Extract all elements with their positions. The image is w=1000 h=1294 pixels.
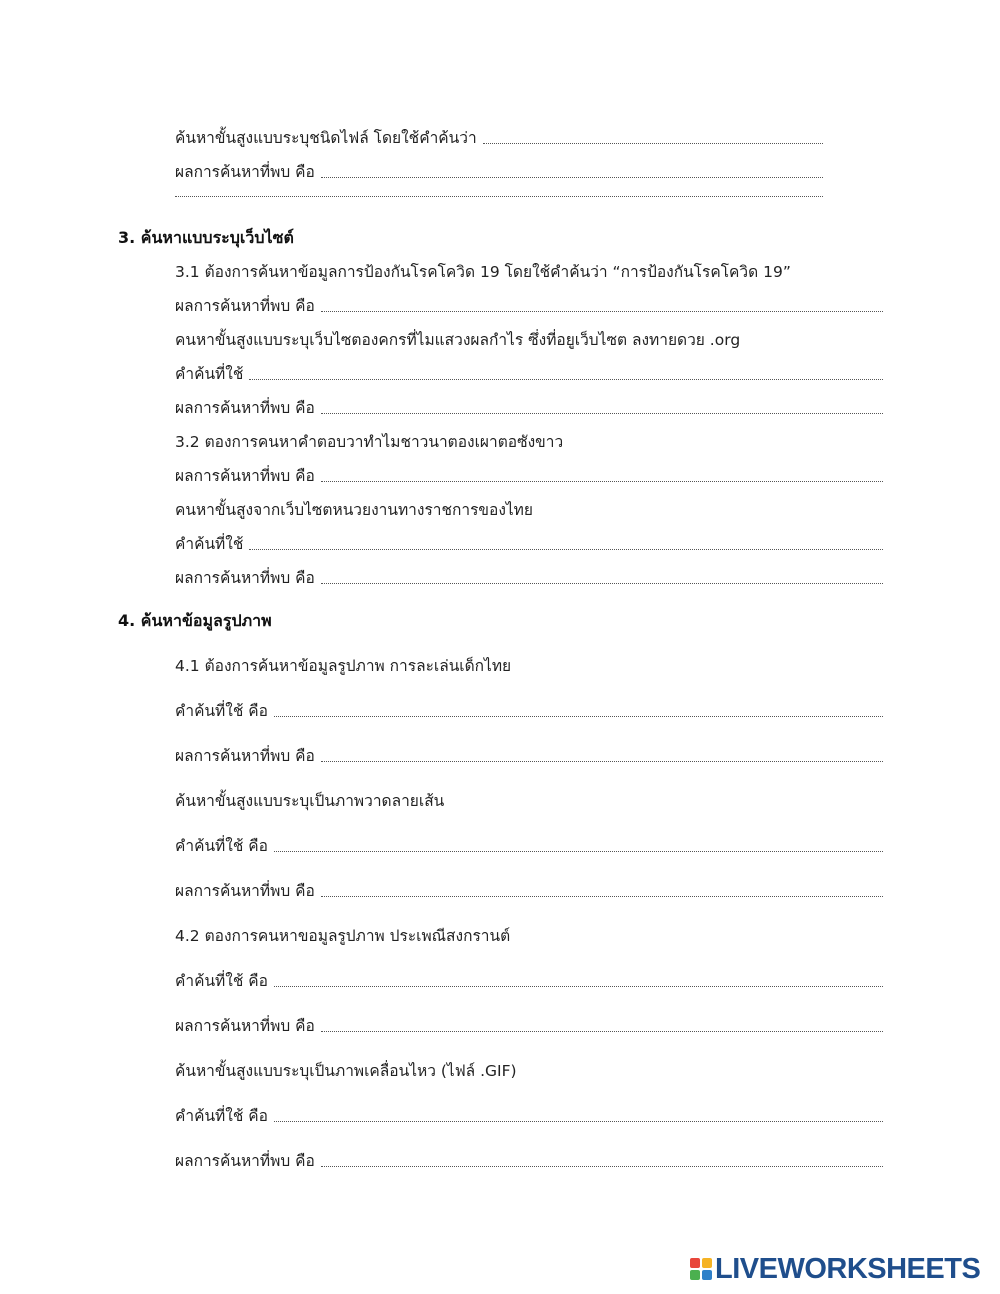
q31-result2-line	[175, 398, 883, 418]
q41-advanced-prompt: ค้นหาขั้นสูงแบบระบุเป็นภาพวาดลายเส้น	[175, 792, 445, 810]
logo-square-yellow	[702, 1258, 712, 1268]
q41-keyword-label: คำค้นที่ใช้ คือ	[175, 702, 268, 720]
q41-keyword-answer-field[interactable]	[274, 716, 883, 717]
section3-heading: 3. ค้นหาแบบระบุเว็บไซต์	[118, 228, 294, 247]
logo-square-blue	[702, 1270, 712, 1280]
q42-result2-label: ผลการค้นหาที่พบ คือ	[175, 1152, 315, 1170]
q31-result2-label: ผลการค้นหาที่พบ คือ	[175, 399, 315, 417]
q31-result-label: ผลการค้นหาที่พบ คือ	[175, 297, 315, 315]
logo-square-red	[690, 1258, 700, 1268]
q41-result2-answer-field[interactable]	[321, 896, 883, 897]
q31-result-line	[175, 296, 883, 316]
q41-result2-label: ผลการค้นหาที่พบ คือ	[175, 882, 315, 900]
q31-prompt: 3.1 ต้องการค้นหาข้อมูลการป้องกันโรคโควิด 19 โดยใช้คำค้นว่า “การป้องกันโรคโควิด 19”	[175, 263, 791, 281]
q41-keyword2-line	[175, 836, 883, 856]
liveworksheets-logo	[690, 1252, 980, 1286]
q31-keyword-line	[175, 364, 883, 384]
q42-keyword2-answer-field[interactable]	[274, 1121, 883, 1122]
filetype-keyword-line	[175, 128, 823, 148]
filetype-keyword-answer-field[interactable]	[483, 143, 823, 144]
q41-result2-line	[175, 881, 883, 901]
q42-prompt: 4.2 ตองการคนหาขอมูลรูปภาพ ประเพณีสงกรานต์	[175, 927, 511, 945]
filetype-keyword-label: ค้นหาขั้นสูงแบบระบุชนิดไฟล์ โดยใช้คำค้นว่า	[175, 129, 477, 147]
q42-keyword-answer-field[interactable]	[274, 986, 883, 987]
q32-keyword-answer-field[interactable]	[249, 549, 883, 550]
q42-keyword-label: คำค้นที่ใช้ คือ	[175, 972, 268, 990]
q32-result2-answer-field[interactable]	[321, 583, 883, 584]
q41-result-answer-field[interactable]	[321, 761, 883, 762]
q32-result2-line	[175, 568, 883, 588]
q42-result-line	[175, 1016, 883, 1036]
section4-heading: 4. ค้นหาข้อมูลรูปภาพ	[118, 611, 272, 630]
q42-keyword-line	[175, 971, 883, 991]
q41-keyword-line	[175, 701, 883, 721]
q42-result-label: ผลการค้นหาที่พบ คือ	[175, 1017, 315, 1035]
q32-result-label: ผลการค้นหาที่พบ คือ	[175, 467, 315, 485]
q32-advanced-prompt: คนหาขั้นสูงจากเว็บไซตหนวยงานทางราชการของไทย	[175, 501, 533, 519]
q42-result2-line	[175, 1151, 883, 1171]
liveworksheets-logo-text: LIVEWORKSHEETS	[715, 1252, 981, 1285]
q42-advanced-prompt: ค้นหาขั้นสูงแบบระบุเป็นภาพเคลื่อนไหว (ไฟล์ .GIF)	[175, 1062, 517, 1080]
q42-result-answer-field[interactable]	[321, 1031, 883, 1032]
q42-keyword2-line	[175, 1106, 883, 1126]
q41-result-label: ผลการค้นหาที่พบ คือ	[175, 747, 315, 765]
q31-result-answer-field[interactable]	[321, 311, 883, 312]
q32-prompt: 3.2 ตองการคนหาคำตอบวาทำไมชาวนาตองเผาตอซังขาว	[175, 433, 564, 451]
filetype-result-answer-field[interactable]	[321, 177, 823, 178]
q42-keyword2-label: คำค้นที่ใช้ คือ	[175, 1107, 268, 1125]
logo-square-green	[690, 1270, 700, 1280]
filetype-result-continuation-line	[175, 196, 823, 201]
q41-result-line	[175, 746, 883, 766]
q32-result-answer-field[interactable]	[321, 481, 883, 482]
q32-result-line	[175, 466, 883, 486]
q41-keyword2-label: คำค้นที่ใช้ คือ	[175, 837, 268, 855]
q31-advanced-prompt: คนหาขั้นสูงแบบระบุเว็บไซตองคกรที่ไมแสวงผลกำไร ซึ่งที่อยูเว็บไซต ลงทายดวย .org	[175, 331, 741, 349]
filetype-result-continuation-field[interactable]	[175, 196, 823, 197]
q31-result2-answer-field[interactable]	[321, 413, 883, 414]
q31-keyword-label: คำค้นที่ใช้	[175, 365, 244, 383]
q32-keyword-label: คำค้นที่ใช้	[175, 535, 244, 553]
q31-keyword-answer-field[interactable]	[249, 379, 883, 380]
liveworksheets-logo-icon	[690, 1258, 712, 1280]
q41-keyword2-answer-field[interactable]	[274, 851, 883, 852]
q32-keyword-line	[175, 534, 883, 554]
filetype-result-label: ผลการค้นหาที่พบ คือ	[175, 163, 315, 181]
q32-result2-label: ผลการค้นหาที่พบ คือ	[175, 569, 315, 587]
q41-prompt: 4.1 ต้องการค้นหาข้อมูลรูปภาพ การละเล่นเด็กไทย	[175, 657, 512, 675]
filetype-result-line	[175, 162, 823, 182]
q42-result2-answer-field[interactable]	[321, 1166, 883, 1167]
